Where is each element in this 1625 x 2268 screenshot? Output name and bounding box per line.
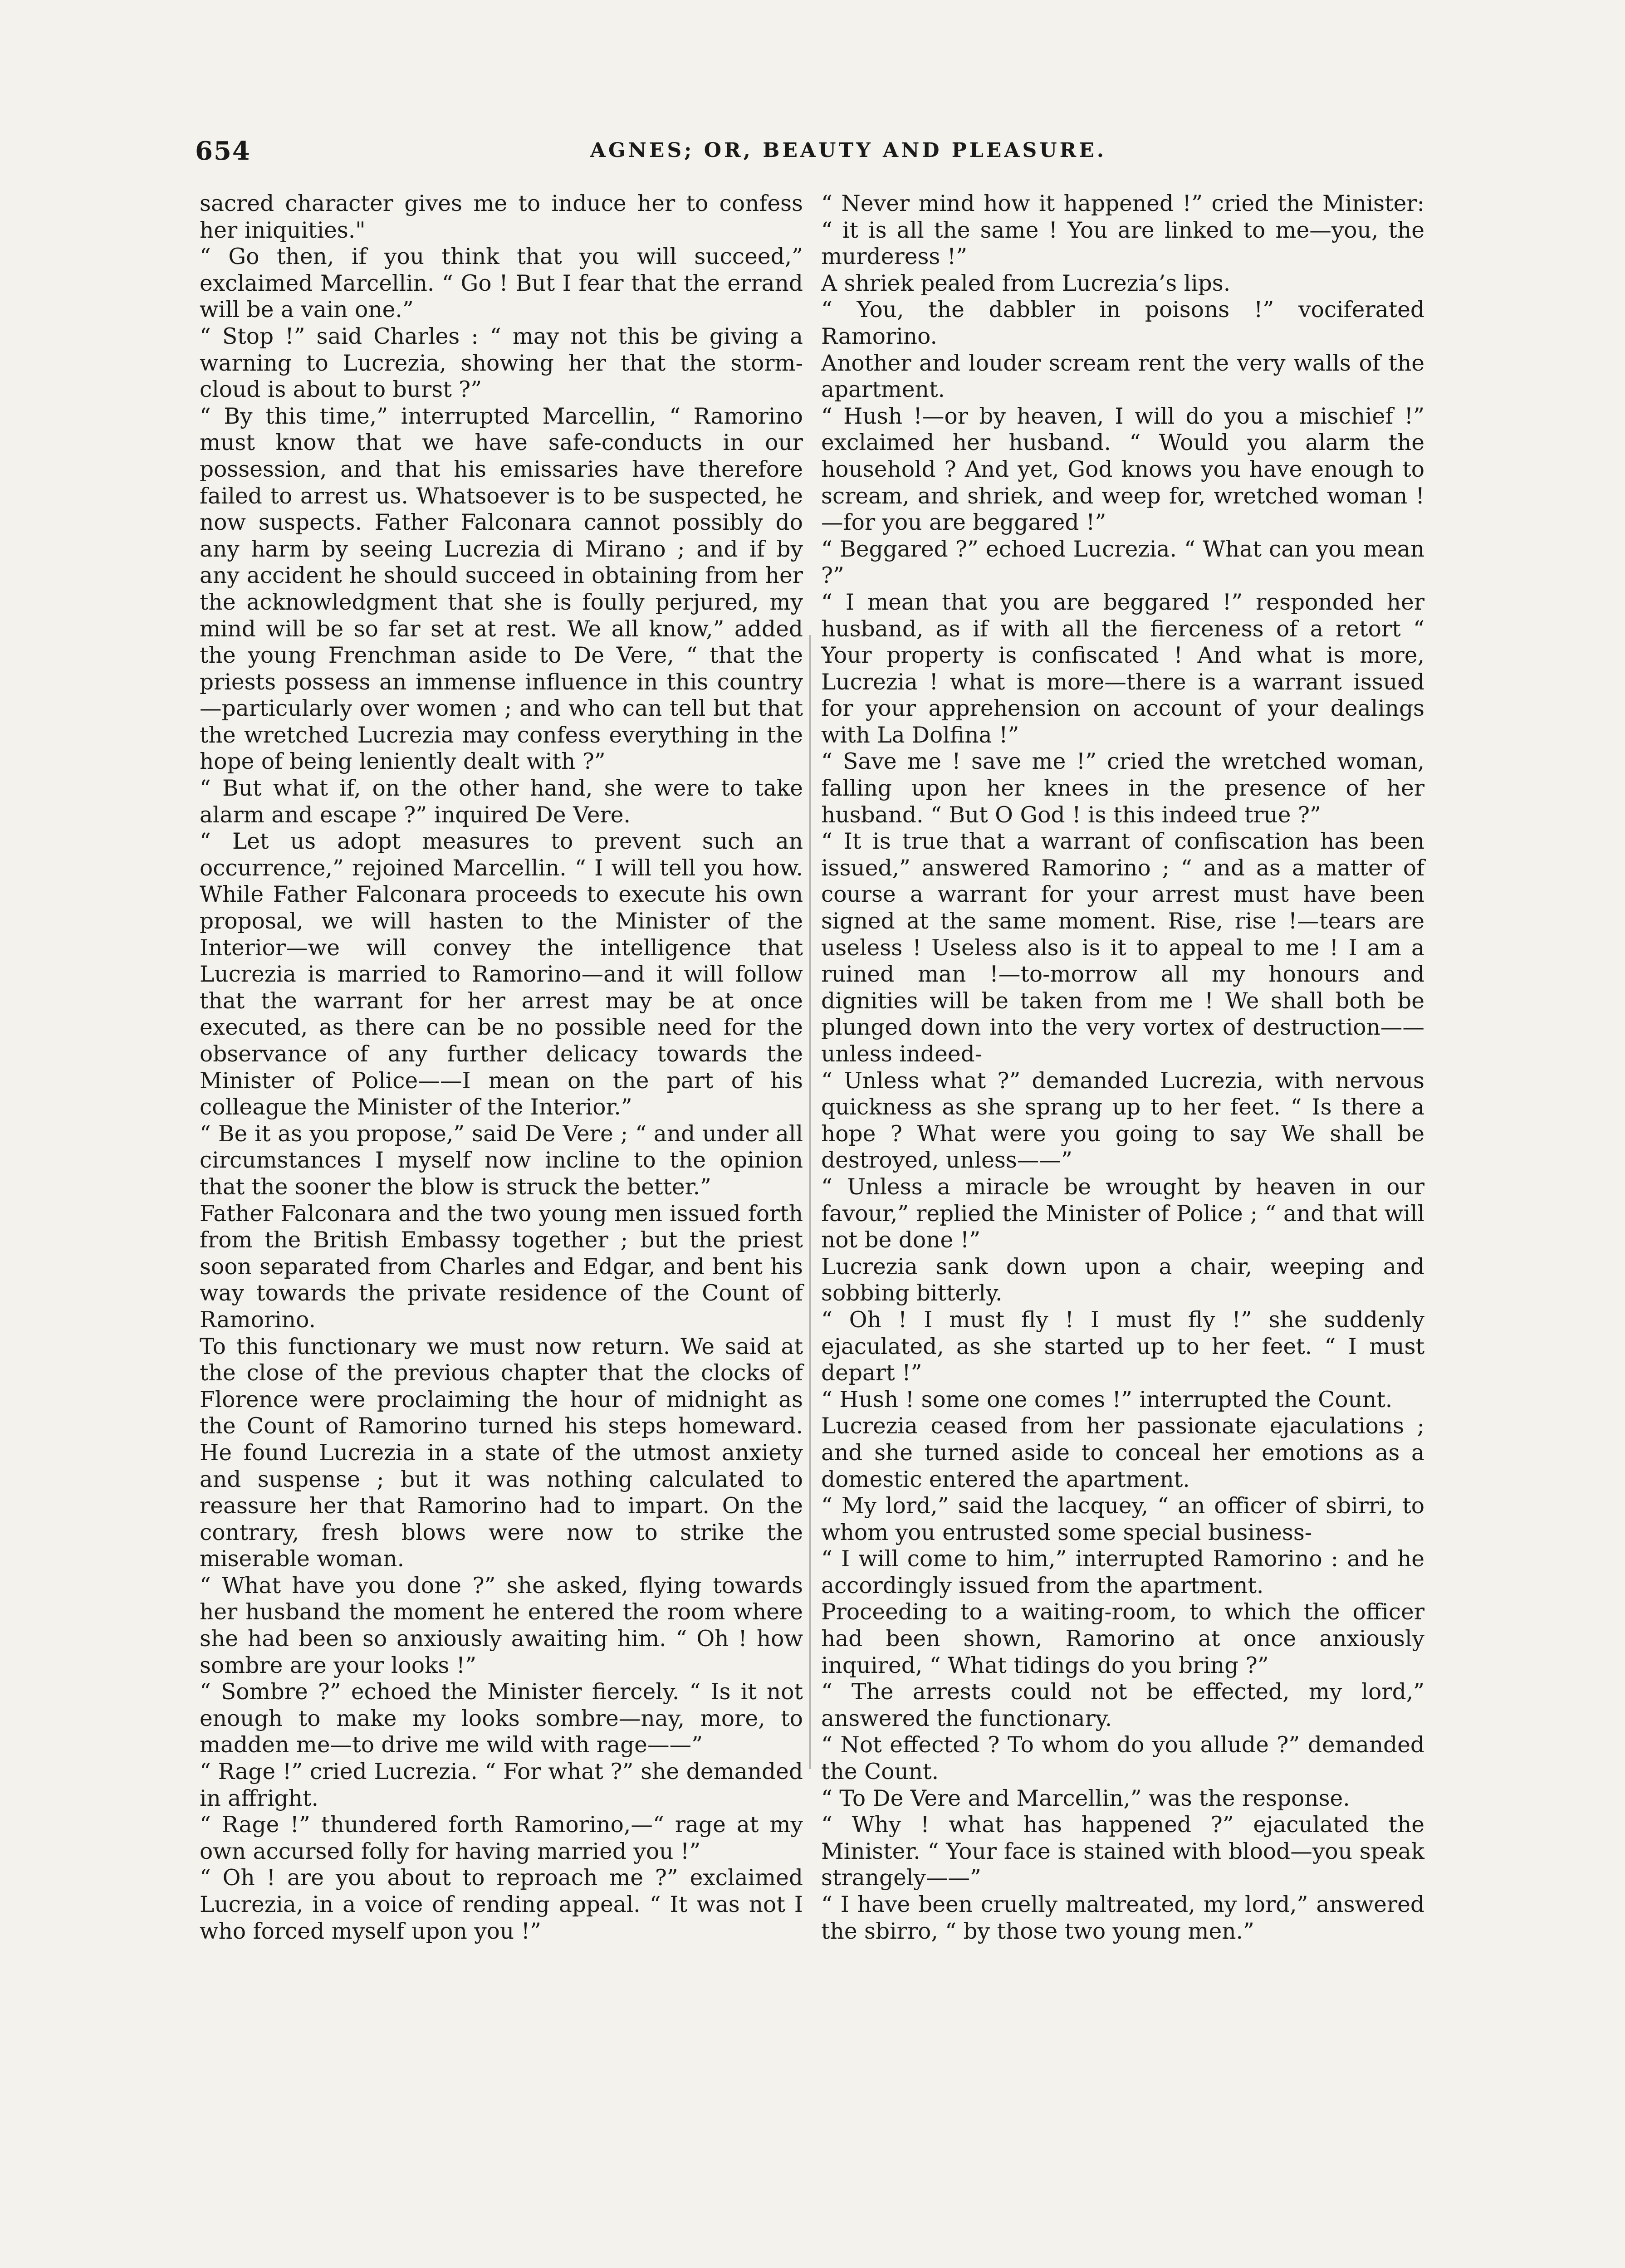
paragraph: “ Rage !” thundered forth Ramorino,—“ rage at my own accursed folly for having married you !” [200,1812,803,1864]
paragraph: “ Let us adopt measures to prevent such an occurrence,” rejoined Marcellin. “ I will tell you how. While Father Falconara proceeds to execute his own proposal, we will hasten to the Minister of the Interior—we will convey the intelligence that Lucrezia is married to Ramorino—and it will follow that the warrant for her arrest may be at once executed, as there can be no possible need for the observance of any further delicacy towards the Minister of Police——I mean on the part of his colleague the Minister of the Interior.” [200,829,803,1120]
paragraph: “ I will come to him,” interrupted Ramorino : and he accordingly issued from the apartment. [821,1546,1424,1598]
paragraph: “ Never mind how it happened !” cried the Minister: “ it is all the same ! You are linked to me—you, the murderess !” [821,191,1424,270]
paragraph: “ Rage !” cried Lucrezia. “ For what ?” she demanded in affright. [200,1759,803,1811]
paragraph: To this functionary we must now return. We said at the close of the previous chapter that the clocks of Florence were proclaiming the hour of midnight as the Count of Ramorino turned his steps homeward. He found Lucrezia in a state of the utmost anxiety and suspense ; but it was nothing calculated to reassure her that Ramorino had to impart. On the contrary, fresh blows were now to strike the miserable woman. [200,1334,803,1572]
paragraph: “ My lord,” said the lacquey, “ an officer of sbirri, to whom you entrusted some special business- [821,1493,1424,1545]
running-head: AGNES; OR, BEAUTY AND PLEASURE. [590,139,1107,162]
paragraph: “ The arrests could not be effected, my lord,” answered the functionary. [821,1679,1424,1731]
paragraph: “ Sombre ?” echoed the Minister fiercely. “ Is it not enough to make my looks sombre—nay, more, to madden me—to drive me wild with rage——” [200,1679,803,1758]
paragraph: “ Hush ! some one comes !” interrupted the Count. [821,1387,1393,1413]
paragraph: “ I have been cruelly maltreated, my lord,” answered the sbirro, “ by those two young men.” [821,1892,1424,1944]
paragraph: “ Unless a miracle be wrought by heaven in our favour,” replied the Minister of Police ; “ and that will not be done !” [821,1174,1424,1253]
right-column [821,191,1424,1945]
column-rule [809,635,811,1769]
paragraph: “ To De Vere and Marcellin,” was the response. [821,1785,1350,1811]
paragraph: “ What have you done ?” she asked, flying towards her husband the moment he entered the room where she had been so anxiously awaiting him. “ Oh ! how sombre are your looks !” [200,1573,803,1678]
paragraph: “ Go then, if you think that you will succeed,” exclaimed Marcellin. “ Go ! But I fear that the errand will be a vain one.” [200,244,803,323]
paragraph: “ Why ! what has happened ?” ejaculated the Minister. “ Your face is stained with blood—you speak strangely——” [821,1812,1424,1891]
paragraph: Father Falconara and the two young men issued forth from the British Embassy together ; but the priest soon separated from Charles and Edgar, and bent his way towards the private residence of the Count of Ramorino. [200,1201,803,1333]
paragraph: A shriek pealed from Lucrezia’s lips. [821,270,1231,296]
paragraph: “ Stop !” said Charles : “ may not this be giving a warning to Lucrezia, showing her that the storm-cloud is about to burst ?” [200,323,803,403]
paragraph: “ By this time,” interrupted Marcellin, “ Ramorino must know that we have safe-conducts in our possession, and that his emissaries have therefore failed to arrest us. Whatsoever is to be suspected, he now suspects. Father Falconara cannot possibly do any harm by seeing Lucrezia di Mirano ; and if by any accident he should succeed in obtaining from her the acknowledgment that she is foully perjured, my mind will be so far set at rest. We all know,” added the young Frenchman aside to De Vere, “ that the priests possess an immense influence in this country—particularly over women ; and who can tell but that the wretched Lucrezia may confess everything in the hope of being leniently dealt with ?” [200,403,803,775]
page-header [195,136,1502,177]
paragraph: “ Oh ! I must fly ! I must fly !” she suddenly ejaculated, as she started up to her feet. “ I must depart !” [821,1307,1424,1386]
paragraph: Proceeding to a waiting-room, to which the officer had been shown, Ramorino at once anxiously inquired, “ What tidings do you bring ?” [821,1599,1424,1678]
paragraph: “ Not effected ? To whom do you allude ?” demanded the Count. [821,1732,1424,1785]
paragraph: Lucrezia ceased from her passionate ejaculations ; and she turned aside to conceal her emotions as a domestic entered the apartment. [821,1413,1424,1492]
paragraph: “ Be it as you propose,” said De Vere ; “ and under all circumstances I myself now incline to the opinion that the sooner the blow is struck the better.” [200,1121,803,1200]
paragraph: Another and louder scream rent the very walls of the apartment. [821,350,1424,403]
paragraph: “ But what if, on the other hand, she were to take alarm and escape ?” inquired De Vere. [200,776,803,828]
left-column [200,191,803,1945]
paragraph: “ You, the dabbler in poisons !” vociferated Ramorino. [821,297,1424,349]
paragraph: “ Save me ! save me !” cried the wretched woman, falling upon her knees in the presence of her husband. “ But O God ! is this indeed true ?” [821,749,1424,828]
paragraph: sacred character gives me to induce her to confess her iniquities." [200,191,803,243]
page-number: 654 [195,136,251,166]
paragraph: “ Hush !—or by heaven, I will do you a mischief !” exclaimed her husband. “ Would you alarm the household ? And yet, God knows you have enough to scream, and shriek, and weep for, wretched woman !—for you are beggared !” [821,403,1424,536]
paragraph: “ Beggared ?” echoed Lucrezia. “ What can you mean ?” [821,536,1424,589]
paragraph: “ Oh ! are you about to reproach me ?” exclaimed Lucrezia, in a voice of rending appeal. “ It was not I who forced myself upon you !” [200,1865,803,1944]
paragraph: “ It is true that a warrant of confiscation has been issued,” answered Ramorino ; “ and as a matter of course a warrant for your arrest must have been signed at the same moment. Rise, rise !—tears are useless ! Useless also is it to appeal to me ! I am a ruined man !—to-morrow all my honours and dignities will be taken from me ! We shall both be plunged down into the very vortex of destruction——unless indeed- [821,829,1424,1067]
paragraph: “ I mean that you are beggared !” responded her husband, as if with all the fierceness of a retort “ Your property is confiscated ! And what is more, Lucrezia ! what is more—there is a warrant issued for your apprehension on account of your dealings with La Dolfina !” [821,589,1424,748]
paragraph: “ Unless what ?” demanded Lucrezia, with nervous quickness as she sprang up to her feet. “ Is there a hope ? What were you going to say We shall be destroyed, unless——” [821,1068,1424,1173]
paragraph: Lucrezia sank down upon a chair, weeping and sobbing bitterly. [821,1254,1424,1306]
